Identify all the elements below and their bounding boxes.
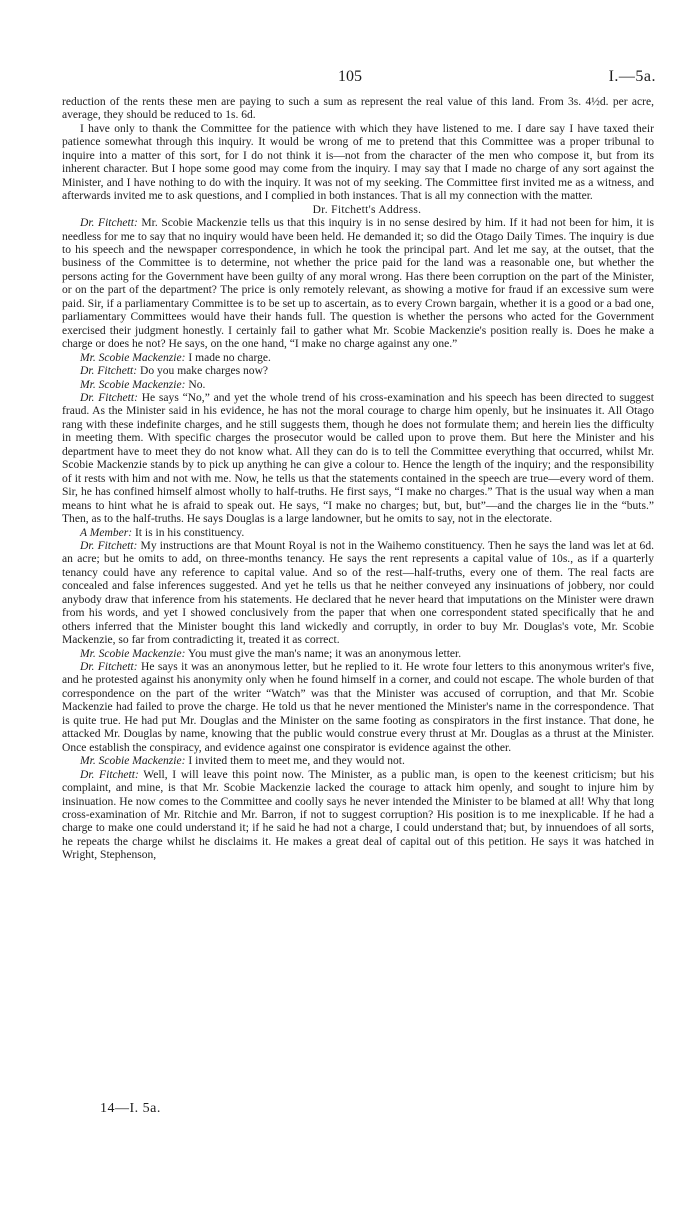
paragraph-text: He says “No,” and yet the whole trend of his cross-examination and his speech has been directed to suggest fraud. As the Minister said in his evidence, he has not the moral courage to charge him openly, but he insinuates it. All Otago rang with these indefinite charges, and he still suggests them, though he does not formulate them; and herein lies the difficulty in meeting them. With specific charges the prosecutor would be called upon to prove them. But here the Minister and his department have to meet they do not know what. All they can do is to tell the Committee everything that occurred, whilst Mr. Scobie Mackenzie stands by to pick up anything he can give a colour to. Hence the length of the inquiry; and the responsibility of it rests with him and not with me. Now, he tells us that the statements contained in the speech are true—every word of them. Sir, he has confined himself almost wholly to half-truths. He first says, “I make no charges.” That is the usual way when a man means to hint what he is afraid to speak out. He says, “I make no charges; but, but, but”—and the charges lie in the “buts.” Then, as to the half-truths. He says Douglas is a large landowner, but he omits to say, not in the electorate. [62, 391, 654, 526]
signature-mark: 14—I. 5a. [100, 1101, 161, 1116]
paragraph [62, 755, 654, 768]
page-number: 105 [338, 68, 362, 85]
speaker-label: Dr. Fitchett: [80, 217, 138, 230]
speaker-label: Dr. Fitchett: [80, 661, 138, 674]
speaker-label: Mr. Scobie Mackenzie: [80, 755, 186, 768]
paragraph-text: He says it was an anonymous letter, but he replied to it. He wrote four letters to this anonymous writer's five, and he protested against his anonymity only when he found himself in a corner, and could not escape. The whole burden of that correspondence on the part of the writer “Watch” was that the Minister was accused of corruption, and that Mr. Scobie Mackenzie had failed to prove the charge. He told us that he never mentioned the Minister's name in the correspondence. That is quite true. He had put Mr. Douglas and the Minister on the same footing as conspirators in the first instance. That done, he attacked Mr. Douglas by name, knowing that the public would construe every thrust at Mr. Douglas as a thrust at the Minister. Once establish the conspiracy, and evidence against one conspirator is evidence against the other. [62, 661, 654, 754]
paragraph-text: reduction of the rents these men are paying to such a sum as represent the real value of this land. From 3s. 4½d. per acre, average, they should be reduced to 1s. 6d. [62, 96, 654, 122]
paragraph-text: I have only to thank the Committee for the patience with which they have listened to me. I dare say I have taxed their patience somewhat through this inquiry. It would be wrong of me to pretend that this Committee was a proper tribunal to inquire into a matter of this sort, for I do not think it is—not from the character of the men who compose it, but from its inherent character. But I hope some good may come from the inquiry. I may say that I made no charge of any sort against the Minister, and I have nothing to do with the inquiry. It was not of my seeking. The Committee first invited me as a witness, and afterwards invited me to ask questions, and I complied in both instances. That is all my connection with the matter. [62, 122, 654, 203]
paragraph [62, 217, 654, 352]
paragraph-text: No. [188, 378, 206, 391]
paragraph [62, 379, 654, 392]
paragraph [62, 123, 654, 204]
paragraph-text: I made no charge. [188, 351, 271, 364]
document-reference: I.—5a. [608, 68, 656, 85]
address-section [62, 217, 654, 863]
speaker-label: Mr. Scobie Mackenzie: [80, 378, 186, 391]
speaker-label: Dr. Fitchett: [80, 391, 138, 404]
section-title: Dr. Fitchett's Address. [312, 203, 422, 216]
speaker-label: Mr. Scobie Mackenzie: [80, 351, 186, 364]
paragraph [62, 365, 654, 378]
speaker-label: Dr. Fitchett: [80, 539, 138, 552]
paragraph [62, 527, 654, 540]
paragraph-text: Do you make charges now? [139, 365, 269, 378]
paragraph-text: It is in his constituency. [134, 526, 245, 539]
paragraph [62, 540, 654, 648]
paragraph-text: I invited them to meet me, and they would not. [188, 755, 405, 768]
paragraph [62, 648, 654, 661]
paragraph [62, 96, 654, 123]
paragraph [62, 352, 654, 365]
paragraph-text: Mr. Scobie Mackenzie tells us that this inquiry is in no sense desired by him. If it had not been for him, it is needless for me to say that no inquiry would have been held. He demanded it; so did the Otago Daily Times. The inquiry is due to his speech and the newspaper correspondence, in which he took the principal part. And let me say, at the outset, that the business of the Committee is to determine, not whether the price paid for the land was a reasonable one, but whether the persons acting for the Government have been guilty of any moral wrong. Has there been corruption on the part of the Minister, or on the part of the department? The price is only remotely relevant, as showing a motive for fraud if an excessive sum were paid. Sir, if a parliamentary Committee is to be set up to ascertain, as to every Crown bargain, whether it is a good or a bad one, parliamentary Committees would have their hands full. The question is whether the persons who acted for the Government exercised their judgment honestly. I certainly fail to gather what Mr. Scobie Mackenzie's position really is. Does he make a charge or does he not? He says, on the one hand, “I make no charge against any one.” [62, 217, 654, 351]
speaker-label: A Member: [80, 526, 133, 539]
speaker-label: Dr. Fitchett: [80, 768, 139, 781]
paragraph [62, 661, 654, 755]
paragraph [62, 769, 654, 863]
paragraph-text: You must give the man's name; it was an anonymous letter. [187, 647, 462, 660]
paragraph [62, 392, 654, 527]
speaker-label: Mr. Scobie Mackenzie: [80, 647, 186, 660]
paragraph-text: My instructions are that Mount Royal is not in the Waihemo constituency. Then he says the land was let at 6d. an acre; but he omits to add, on three-months tenancy. He says the rent represents a capital value of 10s., as if a quarterly tenancy could have any reference to capital value. And so of the rest—half-truths, every one of them. The real facts are concealed and false inferences suggested. And yet he tells us that he neither conveyed any insinuations of jobbery, nor could anybody draw that inference from his statements. He declared that he never heard that imputations on the Minister were drawn from his words, and yet I showed conclusively from the paper that when one correspondent stated specifically that he and others inferred that the Minister bought this land wickedly and corruptly, in order to buy Mr. Douglas's vote, Mr. Scobie Mackenzie, so far from contradicting it, treated it as correct. [62, 539, 654, 647]
paragraph-text: Well, I will leave this point now. The Minister, as a public man, is open to the keenest criticism; but his complaint, and mine, is that Mr. Scobie Mackenzie lacked the courage to attack him openly, and sought to injure him by insinuation. He now comes to the Committee and coolly says he never intended the Minister to be blamed at all! Why that long cross-examination of Mr. Ritchie and Mr. Barron, if not to suggest corruption? His position is to me inexplicable. If he had a charge to make one could understand it; if he said he had not a charge, I could understand that; but, by innuendoes of all sorts, he repeats the charge whilst he disclaims it. He makes a great deal of capital out of this petition. He says it was hatched in Wright, Stephenson, [62, 768, 654, 862]
intro-section [62, 96, 654, 204]
speaker-label: Dr. Fitchett: [80, 365, 138, 378]
document-body [62, 96, 654, 863]
page-header [0, 68, 700, 88]
